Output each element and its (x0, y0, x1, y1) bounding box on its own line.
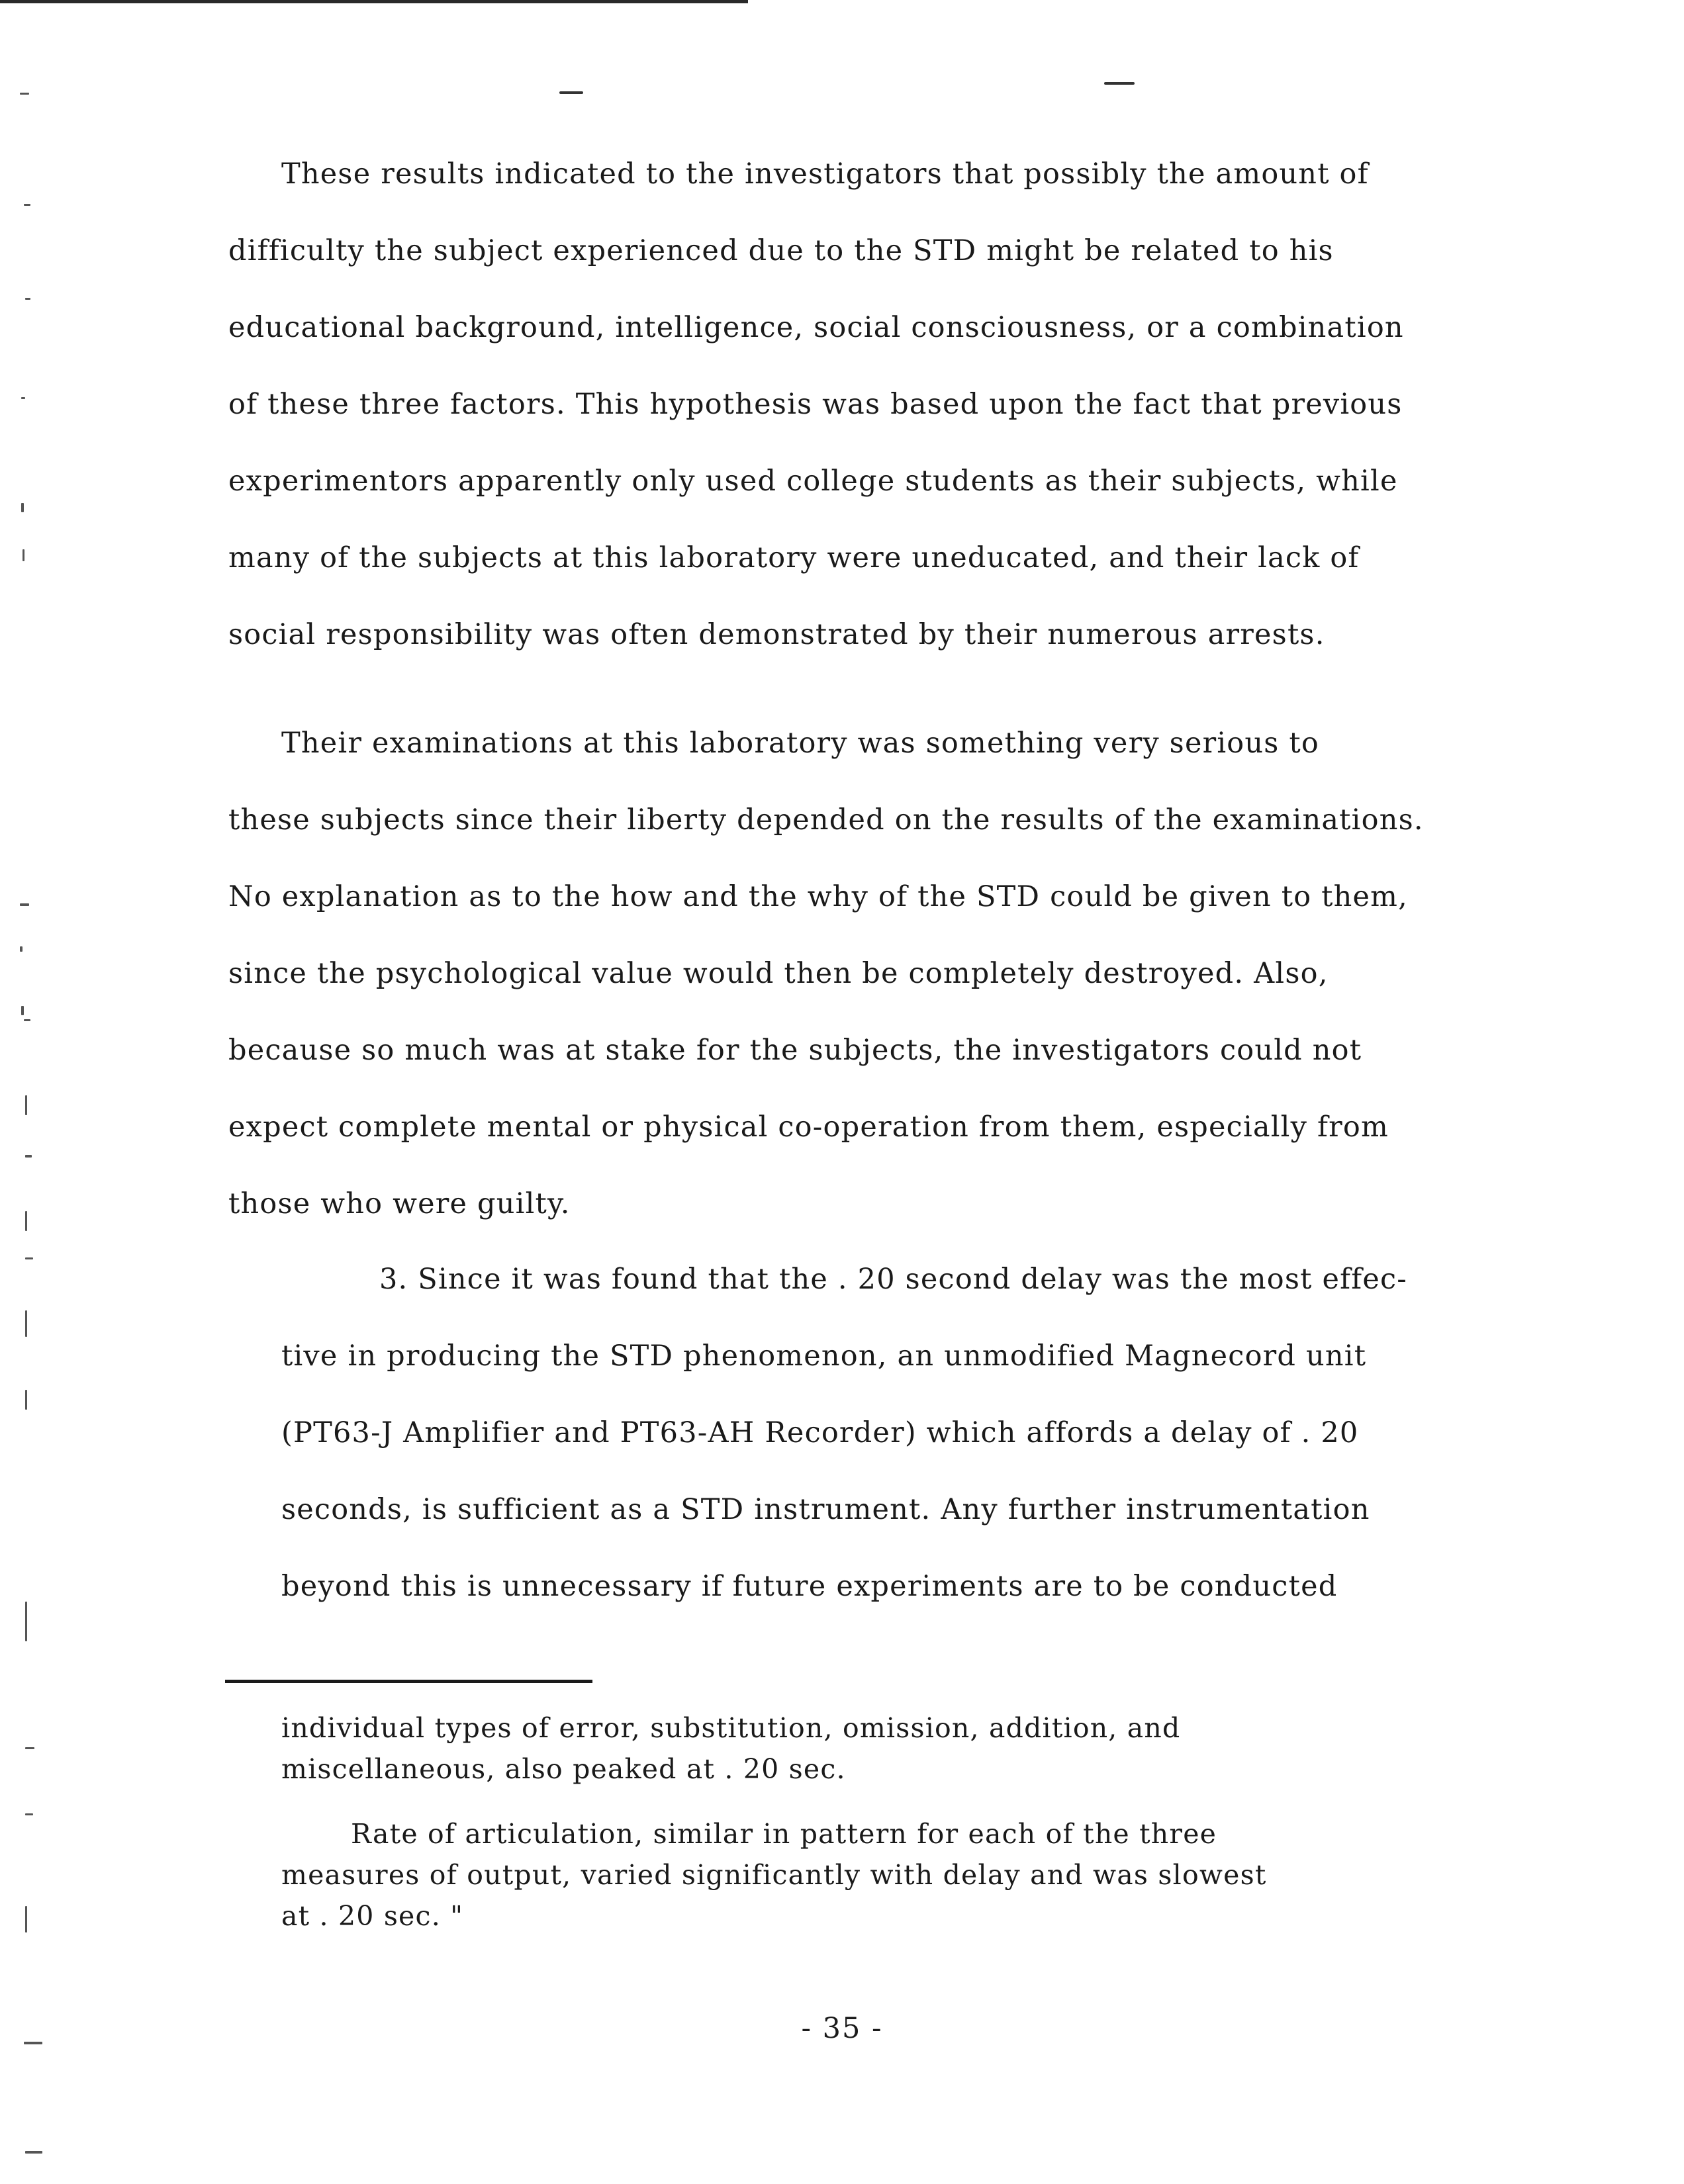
numbered-line: tive in producing the STD phenomenon, an unmodified Magnecord unit (281, 1340, 1367, 1373)
footnote-line: at . 20 sec. " (281, 1900, 464, 1932)
numbered-line: beyond this is unnecessary if future experiments are to be conducted (281, 1570, 1338, 1603)
paragraph-hypothesis (228, 136, 1539, 673)
paragraph-line: experimentors apparently only used college students as their subjects, while (228, 465, 1398, 498)
numbered-line: (PT63-J Amplifier and PT63-AH Recorder) which affords a delay of . 20 (281, 1416, 1359, 1449)
paragraph-line: These results indicated to the investigators that possibly the amount of (281, 158, 1369, 191)
left-margin-scan-marks (0, 0, 53, 2184)
top-scan-rule (0, 0, 748, 3)
scan-dash-left (559, 91, 583, 94)
paragraph-line: of these three factors. This hypothesis was based upon the fact that previous (228, 388, 1403, 421)
footnote-line: individual types of error, substitution, omission, addition, and (281, 1712, 1181, 1744)
footnote-paragraph-1 (281, 1707, 1473, 1790)
paragraph-line: because so much was at stake for the subjects, the investigators could not (228, 1034, 1362, 1067)
paragraph-line: social responsibility was often demonstrated by their numerous arrests. (228, 618, 1325, 651)
numbered-line: seconds, is sufficient as a STD instrument. Any further instrumentation (281, 1493, 1370, 1526)
paragraph-line: Their examinations at this laboratory was something very serious to (281, 727, 1319, 760)
scan-dash-right (1104, 82, 1135, 85)
paragraph-line: educational background, intelligence, social consciousness, or a combination (228, 311, 1404, 344)
paragraph-line: difficulty the subject experienced due to the STD might be related to his (228, 234, 1334, 267)
numbered-item-3 (281, 1241, 1539, 1625)
paragraph-examinations (228, 705, 1539, 1242)
paragraph-line: No explanation as to the how and the why of the STD could be given to them, (228, 880, 1409, 913)
footnote-line: measures of output, varied significantly with delay and was slowest (281, 1859, 1267, 1891)
paragraph-line: those who were guilty. (228, 1187, 571, 1220)
paragraph-line: these subjects since their liberty depended on the results of the examinations. (228, 803, 1424, 837)
footnote-paragraph-2 (281, 1813, 1473, 1936)
numbered-line: 3. Since it was found that the . 20 second delay was the most effec- (379, 1263, 1408, 1296)
footnote-line: miscellaneous, also peaked at . 20 sec. (281, 1753, 846, 1785)
page-number: - 35 - (801, 2012, 883, 2045)
footnote-line: Rate of articulation, similar in pattern for each of the three (351, 1818, 1217, 1850)
paragraph-line: expect complete mental or physical co-operation from them, especially from (228, 1111, 1389, 1144)
footnote-separator (225, 1680, 592, 1683)
paragraph-line: since the psychological value would then be completely destroyed. Also, (228, 957, 1329, 990)
paragraph-line: many of the subjects at this laboratory were uneducated, and their lack of (228, 541, 1360, 574)
